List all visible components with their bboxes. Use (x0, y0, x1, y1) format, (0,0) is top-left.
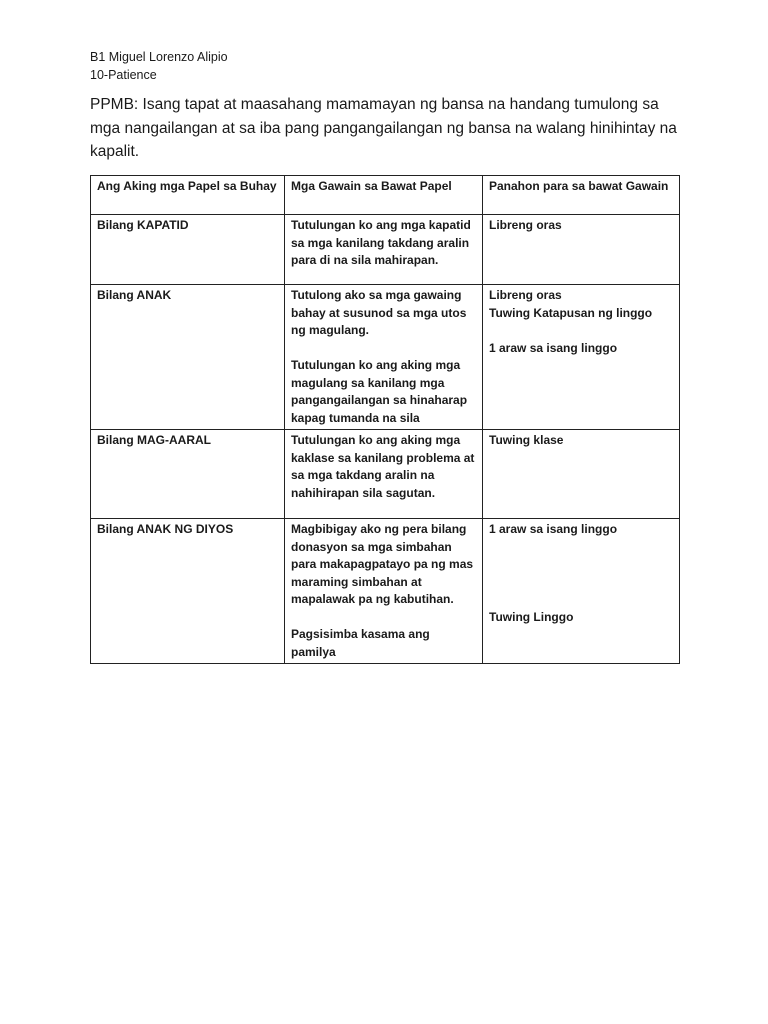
schedule-cell (483, 285, 680, 430)
schedule-text: 1 araw sa isang linggo (489, 522, 618, 536)
table-header-row (91, 176, 680, 215)
table-row (91, 215, 680, 285)
schedule-text: Tuwing Katapusan ng linggo (489, 305, 653, 320)
schedule-cell (483, 430, 680, 519)
table-row (91, 519, 680, 664)
activity-text: Tutulungan ko ang aking mga kaklase sa kanilang problema at sa mga takdang aralin na nahihirapan sila sagutan. (291, 433, 475, 500)
table-row (91, 285, 680, 430)
schedule-text: Libreng oras (489, 218, 562, 232)
table-row (91, 430, 680, 519)
column-header-activities: Mga Gawain sa Bawat Papel (285, 176, 483, 215)
activity-text: Pagsisimba kasama ang pamilya (291, 627, 430, 659)
schedule-text: 1 araw sa isang linggo (489, 340, 618, 355)
role-cell: Bilang MAG-AARAL (91, 430, 285, 519)
schedule-text: Libreng oras (489, 288, 562, 302)
role-cell: Bilang KAPATID (91, 215, 285, 285)
student-section: 10-Patience (90, 68, 157, 82)
activities-cell (285, 430, 483, 519)
activities-cell (285, 519, 483, 664)
schedule-cell (483, 519, 680, 664)
activity-text: Tutulungan ko ang aking mga magulang sa kanilang mga pangangailangan sa hinaharap kapag tumanda na sila (291, 358, 468, 425)
schedule-text: Tuwing Linggo (489, 609, 574, 624)
column-header-schedule: Panahon para sa bawat Gawain (483, 176, 680, 215)
ppmb-statement: PPMB: Isang tapat at maasahang mamamayan ng bansa na handang tumulong sa mga nangailangan at sa iba pang pangangailangan ng bansa na walang hinihintay na kapalit. (90, 96, 677, 160)
role-cell: Bilang ANAK NG DIYOS (91, 519, 285, 664)
activity-text: Tutulong ako sa mga gawaing bahay at susunod sa mga utos ng magulang. (291, 288, 467, 337)
document-header (90, 48, 228, 84)
student-name: B1 Miguel Lorenzo Alipio (90, 50, 228, 64)
roles-table (90, 175, 680, 664)
role-cell: Bilang ANAK (91, 285, 285, 430)
schedule-cell (483, 215, 680, 285)
activity-text: Tutulungan ko ang mga kapatid sa mga kanilang takdang aralin para di na sila mahirapan. (291, 218, 471, 267)
schedule-text: Tuwing klase (489, 433, 564, 447)
activity-text: Magbibigay ako ng pera bilang donasyon sa mga simbahan para makapagpatayo pa ng mas maraming simbahan at mapalawak pa ng kabutihan. (291, 522, 474, 606)
column-header-roles: Ang Aking mga Papel sa Buhay (91, 176, 285, 215)
activities-cell (285, 215, 483, 285)
activities-cell (285, 285, 483, 430)
